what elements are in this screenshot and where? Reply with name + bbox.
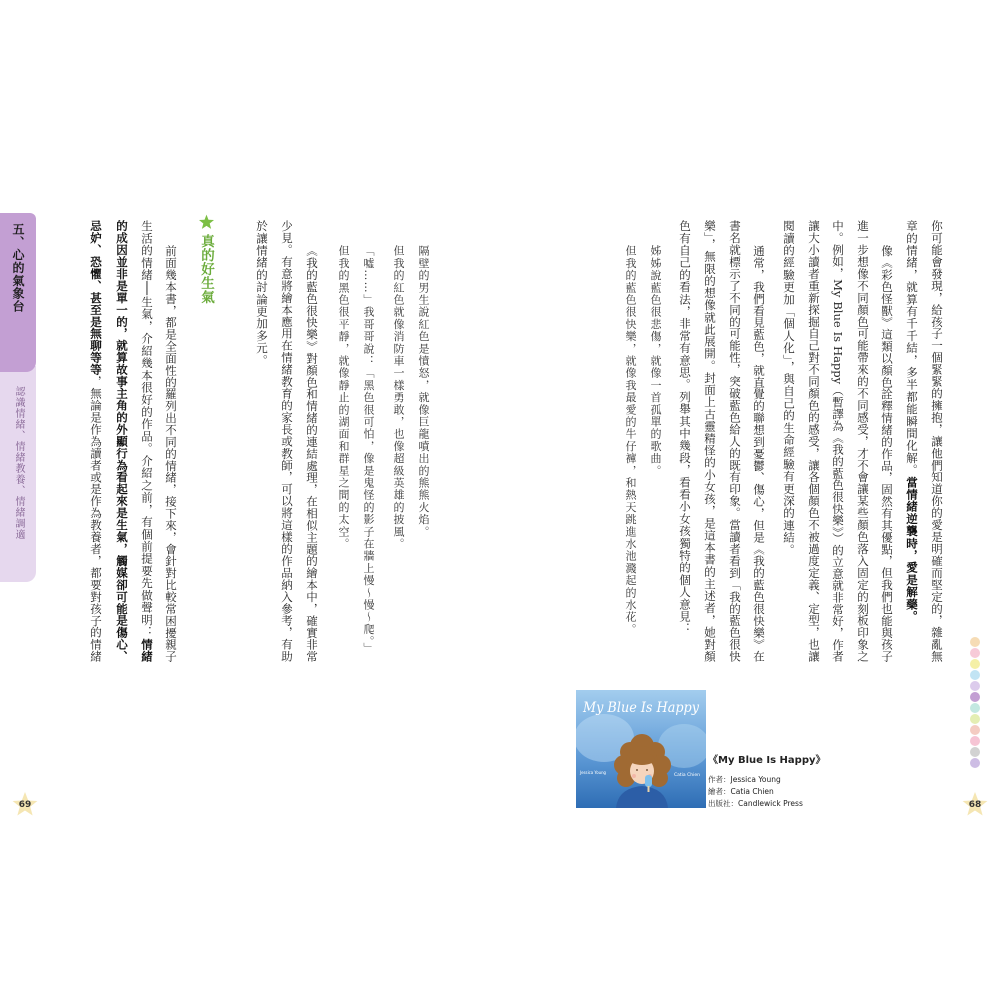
page-number-text: 68: [968, 800, 982, 810]
color-dot: [970, 758, 980, 768]
color-dot: [970, 725, 980, 735]
book-cover-image: [576, 690, 706, 808]
color-dot: [970, 692, 980, 702]
body-text-line: 進一步想像不同顏色可能帶來的不同感受，才不會讓某些顏色落入固定的刻板印象之: [856, 220, 870, 662]
section-heading: 真的好生氣: [198, 234, 214, 304]
star-icon: [198, 214, 215, 231]
body-text-line: 色有自己的看法，非常有意思。列舉其中幾段，看看小女孩獨特的個人意見：: [678, 220, 692, 635]
body-text-line: 像《彩色怪獸》這類以顏色詮釋情緒的作品，固然有其優點，但我們也能與孩子: [880, 245, 894, 662]
body-text-line: 你可能會發現，給孩子一個緊緊的擁抱，讓他們知道你的愛是明確而堅定的，雜亂無: [930, 220, 944, 662]
body-text-line: [114, 220, 130, 662]
book-caption: [708, 754, 908, 810]
color-dot: [970, 714, 980, 724]
book-caption-title: 《My Blue Is Happy》: [708, 755, 826, 766]
body-text-line: 書名就標示了不同的可能性，突破藍色給人的既有印象。當讀者看到「我的藍色很快: [728, 220, 742, 662]
body-text-line: [88, 220, 104, 662]
color-dot: [970, 681, 980, 691]
chapter-tab: [0, 213, 36, 372]
body-text-line: 閱讀的經驗更加「個人化」，與自己的生命經驗有更深的連結。: [782, 220, 796, 556]
body-text-line: 《我的藍色很快樂》對顏色和情緒的連結處理，在相似主題的繪本中，確實非常: [305, 245, 319, 662]
book-caption-illustrator: 繪者：Catia Chien: [708, 787, 774, 796]
cover-illustrator: Catia Chien: [674, 773, 701, 778]
body-text-line: 樂」，無限的想像就此展開。封面上古靈精怪的小女孩，是這本書的主述者，她對顏: [703, 220, 717, 662]
book-caption-author: 作者：Jessica Young: [708, 775, 781, 784]
chapter-subtab: [0, 366, 36, 582]
body-text-line: 讓大小讀者重新探掘自己對不同顏色的感受，讓各個顏色不被過度定義、定型，也讓: [807, 220, 821, 662]
body-text-line: 於讓情緒的討論更加多元。: [255, 220, 269, 367]
body-text: 生活的情緒──生氣，介紹幾本很好的作品。介紹之前，有個前提要先做聲明：: [140, 220, 154, 639]
color-dot: [970, 703, 980, 713]
quote-line: 姊姊說藍色很悲傷，就像一首孤單的歌曲。: [649, 245, 662, 477]
body-text-line: 前面幾本書，都是全面性的羅列出不同的情緒，接下來，會針對比較常困擾親子: [164, 245, 178, 662]
body-text-line: [139, 220, 155, 662]
quote-line: 但我的藍色很快樂，就像我最愛的牛仔褲，和熱天跳進水池濺起的水花。: [624, 245, 637, 636]
cover-author: Jessica Young: [580, 771, 611, 776]
quote-line: 但我的黑色很平靜，就像靜止的湖面和群星之間的太空。: [337, 245, 350, 550]
page-number-text: 69: [18, 800, 32, 810]
book-caption-publisher: 出版社：Candlewick Press: [708, 799, 803, 808]
quote-line: 但我的紅色就像消防車一樣勇敢，也像超級英雄的披風。: [392, 245, 405, 550]
body-text: 章的情緒，就算有千千結，多半都能瞬間化解。: [905, 220, 919, 477]
color-dot: [970, 747, 980, 757]
color-dot: [970, 659, 980, 669]
cover-title: My Blue Is Happy: [582, 700, 700, 716]
emphasis-text: 忌妒、恐懼、甚至是無聊等等: [89, 220, 103, 376]
body-text-line: [904, 220, 920, 662]
emphasis-text: 情緒: [140, 638, 154, 662]
body-text-line: 中。例如，My Blue Is Happy（暫譯為《我的藍色很快樂》）的立意就非常好，作者: [831, 220, 845, 662]
quote-line: 「噓……」我哥哥說：「黑色很可怕，像是鬼怪的影子在牆上慢～慢～爬。」: [362, 245, 375, 655]
color-dot: [970, 648, 980, 658]
color-dot: [970, 736, 980, 746]
color-dot: [970, 670, 980, 680]
body-text-line: 少見。有意將繪本應用在情緒教育的家長或教師，可以將這樣的作品納入參考，有助: [280, 220, 294, 662]
page-number-left: [11, 791, 39, 819]
emphasis-text: 的成因並非是單一的，就算故事主角的外顯行為看起來是生氣，觸媒卻可能是傷心、: [115, 220, 129, 662]
body-text: ，無論是作為讀者或是作為教養者，都要對孩子的情緒: [89, 375, 103, 663]
quote-line: 隔壁的男生說紅色是憤怒，就像巨龍噴出的熊熊火焰。: [417, 245, 430, 538]
color-dot: [970, 637, 980, 647]
body-text-line: 通常，我們看見藍色，就直覺的聯想到憂鬱、傷心，但是《我的藍色很快樂》在: [752, 245, 766, 662]
chapter-tab-subtitle: 認識情緒、情緒教養、情緒調適: [13, 386, 24, 540]
page-number-right: [961, 791, 989, 819]
chapter-tab-title: 五、心的氣象台: [11, 223, 25, 313]
emphasis-text: 當情緒逆襲時，愛是解藥。: [905, 476, 919, 623]
